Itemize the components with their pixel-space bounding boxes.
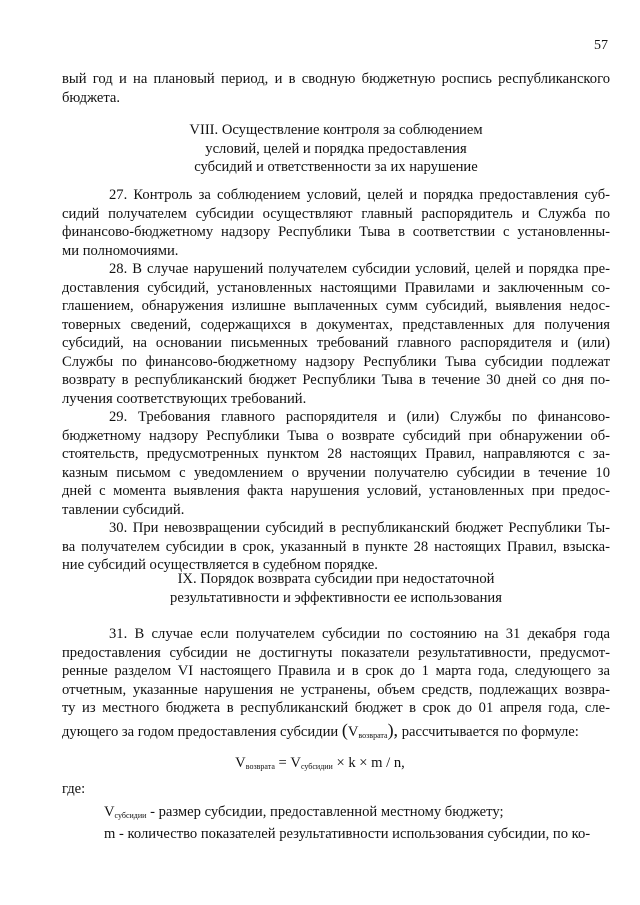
text-line: отчетным, указанные нарушения не устранены, объем средств, подлежащих возвра- bbox=[62, 681, 610, 698]
intro-paragraph bbox=[62, 70, 610, 107]
text-line: финансово-бюджетному надзору Республики Тыва в соответствии с установленны- bbox=[62, 224, 610, 240]
text-line: бюджетному надзору Республики Тыва о возврате субсидий при обнаружении об- bbox=[62, 427, 610, 444]
paragraph-29 bbox=[62, 408, 610, 519]
paragraph-31 bbox=[62, 625, 610, 718]
text-line: дней с момента выявления факта нарушения условий, установленных при предос- bbox=[62, 483, 610, 499]
text-line: Службы по финансово-бюджетному надзору Республики Тыва субсидии подлежат bbox=[62, 353, 610, 370]
text-line: стоятельств, предусмотренных пунктом 28 настоящих Правил, направляются с за- bbox=[62, 446, 610, 462]
text-line: товерных сведений, содержащихся в документах, представленных для получения bbox=[62, 316, 610, 333]
def-v-sub: субсидии bbox=[114, 811, 147, 820]
text-line: ренные разделом VI настоящего Правила и в срок до 1 марта года, следующего за bbox=[62, 663, 610, 679]
paragraph-27 bbox=[62, 186, 610, 260]
formula-sub-subsidii: субсидии bbox=[300, 762, 333, 771]
section-8-heading bbox=[62, 121, 610, 177]
symbol-v: V bbox=[347, 724, 359, 740]
text-line: 27. Контроль за соблюдением условий, целей и порядка предоставления суб- bbox=[109, 187, 610, 203]
text-line: 29. Требования главного распорядителя и (или) Службы по финансово- bbox=[109, 409, 610, 425]
text-after-symbol: рассчитывается по формуле: bbox=[401, 724, 579, 740]
definition-v bbox=[104, 804, 504, 821]
text-line: глашением, обнаружения излишне выплаченных сумм субсидий, выявления недос- bbox=[62, 298, 610, 314]
symbol-open-paren: ( bbox=[341, 720, 348, 740]
text-line: ние субсидий осуществляется в судебном порядке. bbox=[62, 557, 378, 573]
page-number: 57 bbox=[594, 38, 608, 53]
symbol-sub-vozvrata: возврата bbox=[358, 731, 388, 740]
text-line: сидий получателем субсидии осуществляют главный распорядитель и Служба по bbox=[62, 205, 610, 222]
heading-line: субсидий и ответственности за их нарушение bbox=[194, 159, 478, 175]
definition-m: m - количество показателей результативности использования субсидии, по ко- bbox=[104, 826, 591, 842]
text-before-symbol: дующего за годом предоставления субсидии bbox=[62, 724, 339, 740]
formula-v: V bbox=[235, 755, 246, 771]
formula-rest: × k × m / n, bbox=[332, 755, 405, 771]
text-line: тавлении субсидий. bbox=[62, 501, 185, 518]
text-line: субсидий, на основании письменных требований главного распорядителя и (или) bbox=[62, 335, 610, 351]
where-label: где: bbox=[62, 781, 86, 797]
text-line: 31. В случае если получателем субсидии по состоянию на 31 декабря года bbox=[109, 626, 610, 642]
formula-sub-vozvrata: возврата bbox=[245, 762, 275, 771]
paragraph-28 bbox=[62, 260, 610, 408]
def-v-text: - размер субсидии, предоставленной местному бюджету; bbox=[146, 804, 504, 820]
paragraph-31-last-line bbox=[62, 720, 579, 741]
symbol-close-paren: ), bbox=[387, 720, 399, 740]
heading-line: результативности и эффективности ее использования bbox=[170, 589, 502, 606]
def-v-symbol: V bbox=[104, 804, 115, 820]
text-line: ми полномочиями. bbox=[62, 242, 179, 259]
text-line: ва получателем субсидии в срок, указанный в пункте 28 настоящих Правил, взыска- bbox=[62, 538, 610, 555]
paragraph-30 bbox=[62, 519, 610, 575]
text-line: лучения соответствующих требований. bbox=[62, 390, 307, 407]
heading-line: условий, целей и порядка предоставления bbox=[205, 140, 467, 157]
text-line: доставления субсидий, установленных настоящими Правилами и заключенным со- bbox=[62, 279, 610, 296]
text-line: 28. В случае нарушений получателем субсидии условий, целей и порядка пре- bbox=[109, 261, 610, 277]
formula bbox=[0, 755, 640, 772]
text-line: 30. При невозвращении субсидий в республиканский бюджет Республики Ты- bbox=[109, 520, 610, 536]
text-line: вый год и на плановый период, и в сводную бюджетную роспись республиканского bbox=[62, 71, 610, 87]
text-line: возврату в республиканский бюджет Республики Тыва в течение 30 дней со дня по- bbox=[62, 372, 610, 388]
text-line: предоставления субсидии не достигнуты показатели результативности, предусмот- bbox=[62, 644, 610, 661]
formula-equals: = bbox=[274, 755, 291, 771]
text-line: казным письмом с уведомлением о вручении получателю субсидии в течение 10 bbox=[62, 464, 610, 481]
formula-v2: V bbox=[290, 755, 301, 771]
text-line: бюджета. bbox=[62, 89, 121, 106]
heading-line: VIII. Осуществление контроля за соблюдением bbox=[189, 122, 483, 138]
section-9-heading bbox=[62, 570, 610, 607]
text-line: ту из местного бюджета в республиканский бюджет в срок до 01 апреля года, сле- bbox=[62, 700, 610, 716]
heading-line: IX. Порядок возврата субсидии при недостаточной bbox=[177, 571, 495, 587]
